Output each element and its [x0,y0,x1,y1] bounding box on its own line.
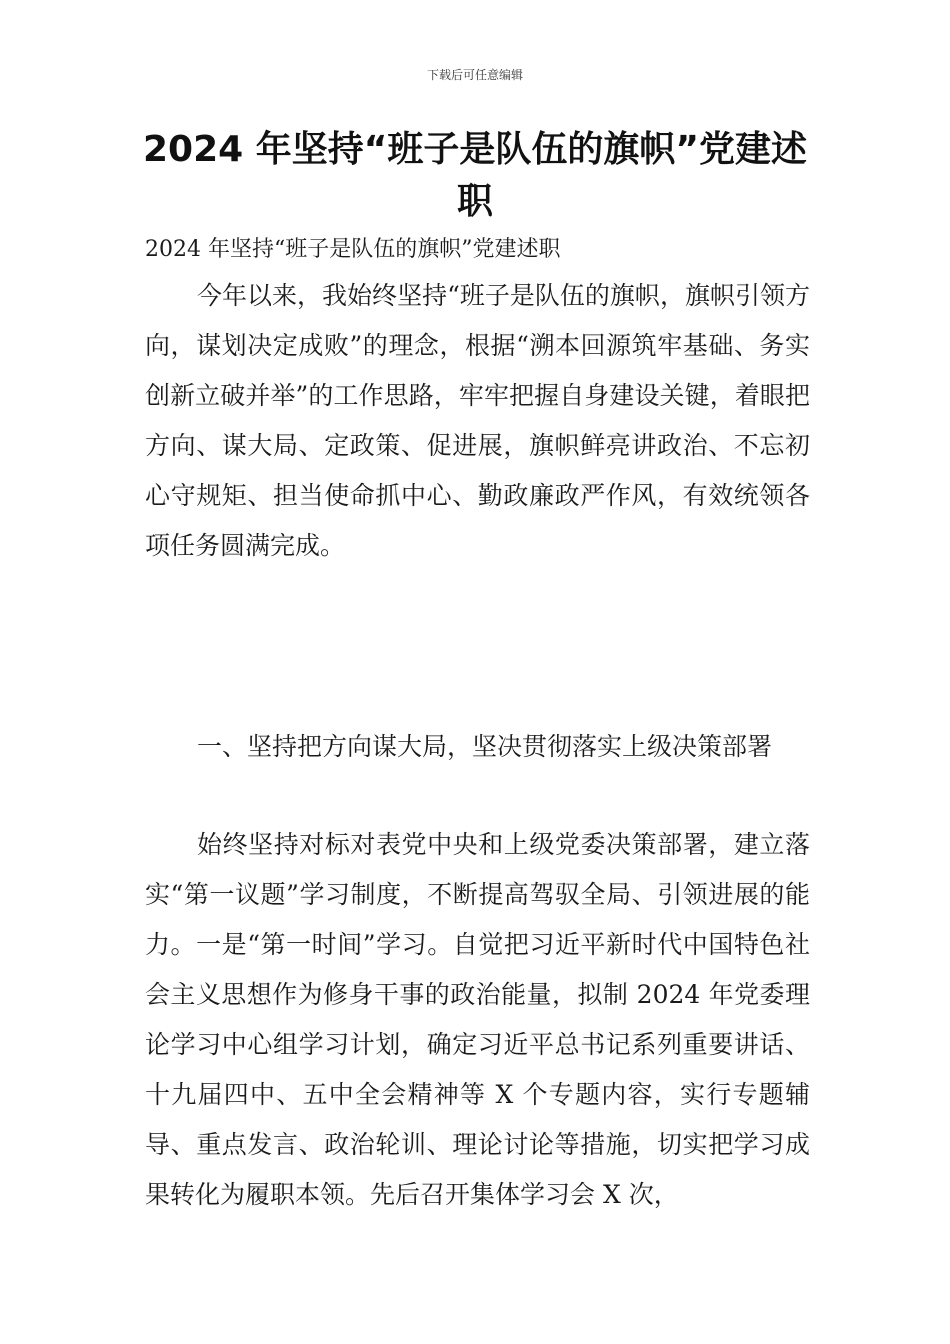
header-note: 下载后可任意编辑 [426,68,523,82]
document-title: 2024 年坚持“班子是队伍的旗帜”党建述职 [142,129,808,222]
document-subtitle: 2024 年坚持“班子是队伍的旗帜”党建述职 [145,237,561,262]
section-heading: 一、坚持把方向谋大局，坚决贯彻落实上级决策部署 [197,732,773,761]
body-paragraph: 始终坚持对标对表党中央和上级党委决策部署，建立落实“第一议题”学习制度，不断提高驾驭全局、引领进展的能力。一是“第一时间”学习。自觉把习近平新时代中国特色社会主义思想作为修身干事的政治能量，拟制 2024 年党委理论学习中心组学习计划，确定习近平总书记系列重要讲话、十九届四中、五中全会精神等 X 个专题内容，实行专题辅导、重点发言、政治轮训、理论讨论等措施，切实把学习成果转化为履职本领。先后召开集体学习会 X 次， [145,830,810,1209]
intro-paragraph: 今年以来，我始终坚持“班子是队伍的旗帜，旗帜引领方向，谋划决定成败”的理念，根据“溯本回源筑牢基础、务实创新立破并举”的工作思路，牢牢把握自身建设关键，着眼把方向、谋大局、定政策、促进展，旗帜鲜亮讲政治、不忘初心守规矩、担当使命抓中心、勤政廉政严作风，有效统领各项任务圆满完成。 [145,281,810,560]
